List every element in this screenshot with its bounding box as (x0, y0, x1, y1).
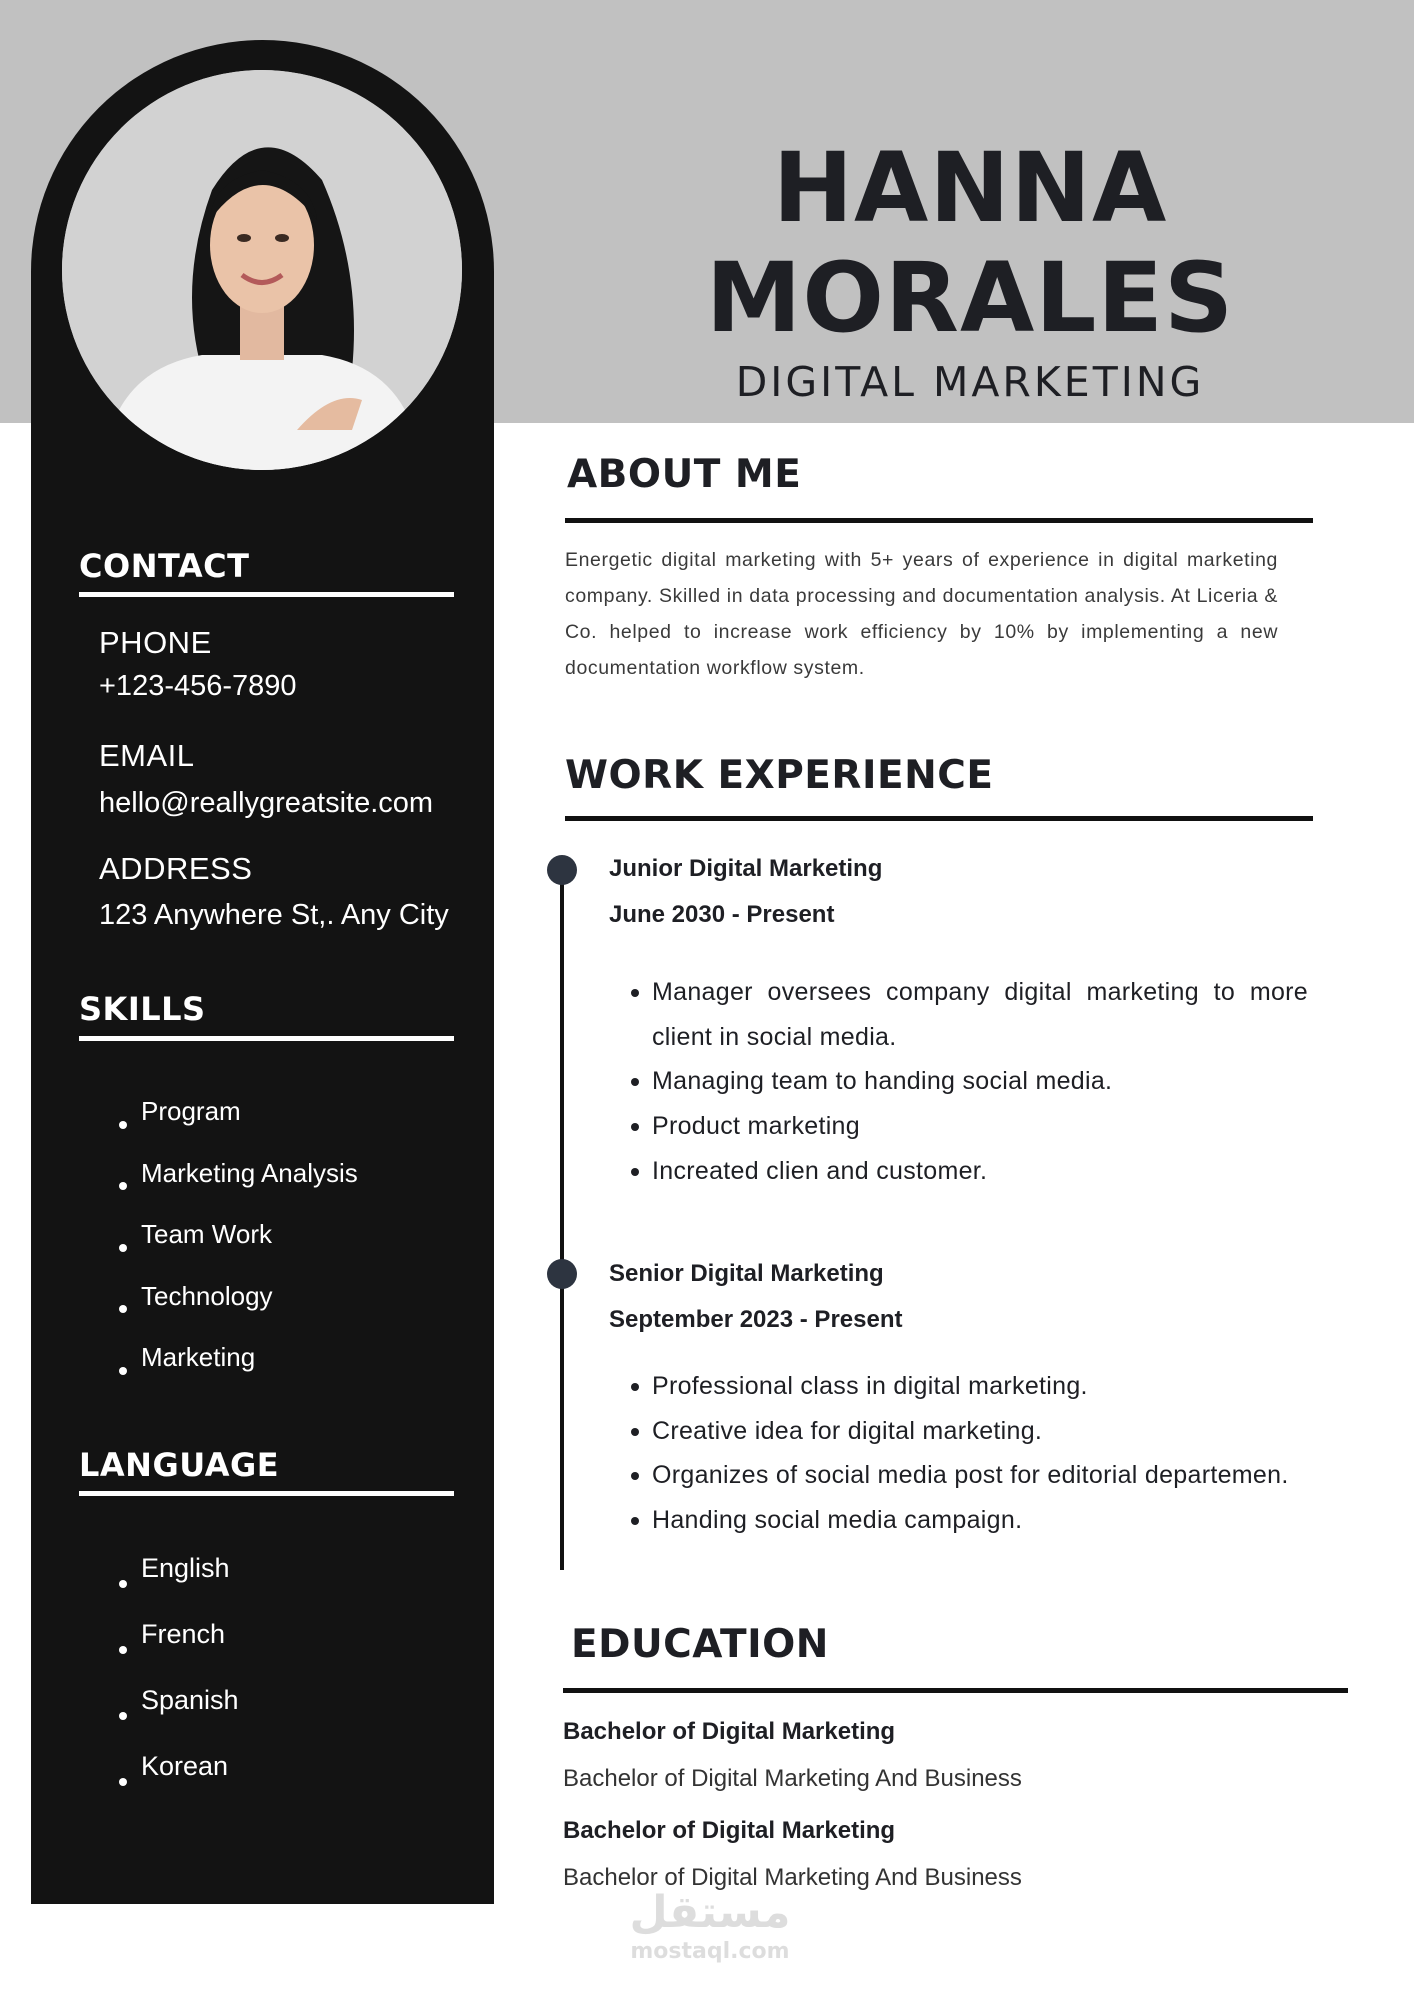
education-detail: Bachelor of Digital Marketing And Business (563, 1765, 1022, 1792)
education-detail: Bachelor of Digital Marketing And Business (563, 1864, 1022, 1891)
job-bullet: Product marketing (631, 1104, 1308, 1149)
skill-item: Marketing Analysis (119, 1156, 358, 1218)
skill-item: Team Work (119, 1217, 358, 1279)
job-title: DIGITAL MARKETING (735, 358, 1205, 406)
language-item: Spanish (119, 1683, 239, 1749)
language-item: Korean (119, 1749, 239, 1815)
education-degree: Bachelor of Digital Marketing (563, 1718, 896, 1745)
address-value: 123 Anywhere St,. Any City (99, 899, 449, 931)
contact-heading: CONTACT (79, 547, 250, 585)
job-date: June 2030 - Present (609, 901, 835, 928)
job-bullet: Manager oversees company digital marketing to more client in social media. (631, 970, 1308, 1059)
job-bullet: Increated clien and customer. (631, 1149, 1308, 1194)
skills-heading: SKILLS (79, 990, 206, 1028)
email-value: hello@reallygreatsite.com (99, 787, 434, 819)
experience-divider (565, 816, 1313, 821)
phone-value: +123-456-7890 (99, 670, 297, 702)
language-list (119, 1551, 239, 1815)
language-item: French (119, 1617, 239, 1683)
contact-divider (79, 592, 454, 597)
job-bullets (631, 970, 1308, 1194)
education-divider (563, 1688, 1348, 1693)
timeline-dot (547, 1259, 577, 1289)
job-role: Senior Digital Marketing (609, 1260, 884, 1287)
skill-item: Marketing (119, 1340, 358, 1402)
experience-heading: WORK EXPERIENCE (565, 753, 994, 798)
education-heading: EDUCATION (571, 1622, 829, 1667)
watermark-arabic: مستقل (629, 1887, 791, 1938)
watermark (600, 1888, 820, 1966)
skills-divider (79, 1036, 454, 1041)
about-text: Energetic digital marketing with 5+ years of experience in digital marketing company. Skilled in data processing and documentation analysis. At Liceria & Co. helped to increase work efficiency by 10% by implementing a new documentation workflow system. (565, 549, 1278, 679)
first-name: HANNA (772, 132, 1168, 244)
skill-item: Program (119, 1094, 358, 1156)
job-bullet: Handing social media campaign. (631, 1498, 1308, 1543)
phone-label: PHONE (99, 625, 212, 660)
about-heading: ABOUT ME (567, 452, 802, 497)
job-bullets (631, 1364, 1308, 1543)
job-date: September 2023 - Present (609, 1306, 903, 1333)
watermark-latin: mostaql.com (630, 1939, 790, 1964)
job-bullet: Organizes of social media post for editorial departemen. (631, 1453, 1308, 1498)
job-role: Junior Digital Marketing (609, 855, 883, 882)
job-bullet: Professional class in digital marketing. (631, 1364, 1308, 1409)
education-degree: Bachelor of Digital Marketing (563, 1817, 896, 1844)
timeline-dot (547, 855, 577, 885)
profile-photo (62, 70, 462, 470)
email-label: EMAIL (99, 738, 195, 773)
skill-item: Technology (119, 1279, 358, 1341)
language-heading: LANGUAGE (79, 1446, 280, 1484)
job-bullet: Managing team to handing social media. (631, 1059, 1308, 1104)
timeline-line (560, 866, 564, 1570)
job-bullet: Creative idea for digital marketing. (631, 1409, 1308, 1454)
address-label: ADDRESS (99, 851, 253, 886)
last-name: MORALES (705, 242, 1235, 354)
language-item: English (119, 1551, 239, 1617)
about-divider (565, 518, 1313, 523)
skills-list (119, 1094, 358, 1402)
language-divider (79, 1491, 454, 1496)
